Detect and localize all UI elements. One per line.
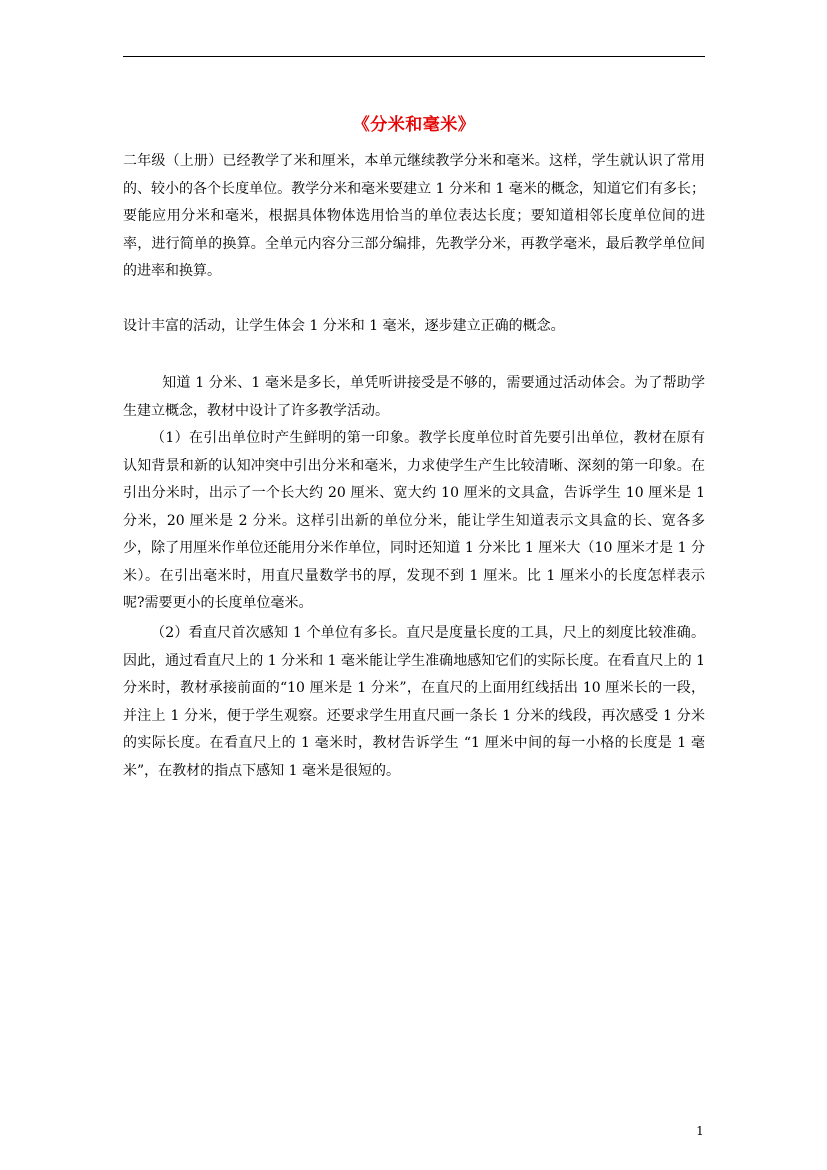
intro-paragraph: 二年级（上册）已经教学了米和厘米，本单元继续教学分米和毫米。这样，学生就认识了常用的、较小的各个长度单位。教学分米和毫米要建立 1 分米和 1 毫米的概念，知道它们有多长；要能应用分米和毫米，根据具体物体选用恰当的单位表达长度；要知道相邻长度单位间的进率，进行简单的换算。全单元内容分三部分编排，先教学分米，再教学毫米，最后教学单位间的进率和换算。 (123, 153, 705, 279)
header-rule (123, 56, 705, 57)
body-paragraph-3: （2）看直尺首次感知 1 个单位有多长。直尺是度量长度的工具，尺上的刻度比较准确。因此，通过看直尺上的 1 分米和 1 毫米能让学生准确地感知它们的实际长度。在看直尺上的 1 分米时，教材承接前面的“10 厘米是 1 分米”，在直尺的上面用红线括出 10 厘米长的一段，并注上 1 分米，便于学生观察。还要求学生用直尺画一条长 1 分米的线段，再次感受 1 分米的实际长度。在看直尺上的 1 毫米时，教材告诉学生 “1 厘米中间的每一小格的长度是 1 毫米”，在教材的指点下感知 1 毫米是很短的。 (123, 625, 705, 779)
body-paragraph-2: （1）在引出单位时产生鲜明的第一印象。教学长度单位时首先要引出单位，教材在原有认知背景和新的认知冲突中引出分米和毫米，力求使学生产生比较清晰、深刻的第一印象。在引出分米时，出示了一个长大约 20 厘米、宽大约 10 厘米的文具盒，告诉学生 10 厘米是 1 分米，20 厘米是 2 分米。这样引出新的单位分米，能让学生知道表示文具盒的长、宽各多少，除了用厘米作单位还能用分米作单位，同时还知道 1 分米比 1 厘米大（10 厘米才是 1 分米）。在引出毫米时，用直尺量数学书的厚，发现不到 1 厘米。比 1 厘米小的长度怎样表示呢?需要更小的长度单位毫米。 (123, 430, 705, 611)
page-number: 1 (696, 1124, 704, 1138)
body-paragraph-1: 知道 1 分米、1 毫米是多长，单凭听讲接受是不够的，需要通过活动体会。为了帮助学生建立概念，教材中设计了许多教学活动。 (123, 375, 705, 419)
goal-paragraph: 设计丰富的活动，让学生体会 1 分米和 1 毫米，逐步建立正确的概念。 (123, 318, 565, 334)
document-title: 《分米和毫米》 (352, 115, 476, 135)
